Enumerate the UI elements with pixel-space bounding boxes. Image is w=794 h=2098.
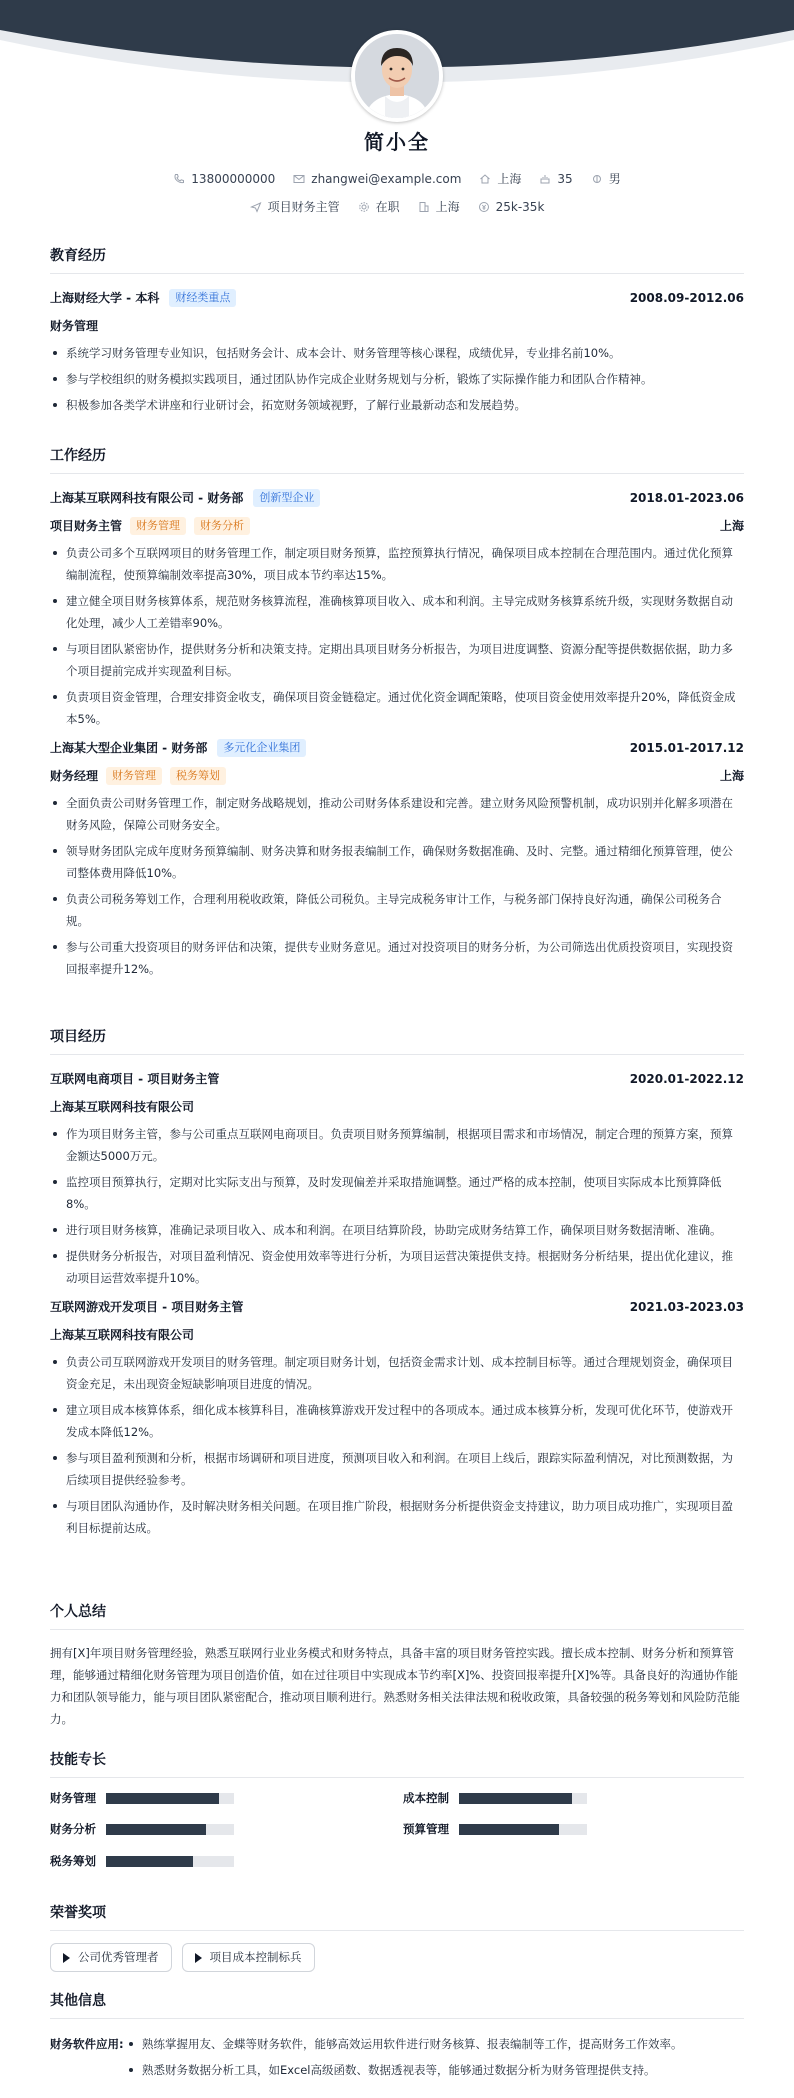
status-item [358,198,400,216]
project-company-row [50,1323,744,1347]
avatar [351,30,443,122]
section-title: 其他信息 [50,1991,744,2019]
section-title: 荣誉奖项 [50,1903,744,1931]
list-item: 领导财务团队完成年度财务预算编制、财务决算和财务报表编制工作，确保财务数据准确、及时、完整。通过精细化预算管理，使公司整体费用降低10%。 [50,840,744,884]
role-title: 项目财务主管 [50,519,123,533]
skill-fill [106,1824,206,1835]
role-tag: 财务管理 [106,767,162,786]
skill-item [50,1821,403,1838]
work-date: 2015.01-2017.12 [629,741,744,755]
project-entry-head [50,1295,744,1319]
summary-section [50,1602,744,1730]
award-chip[interactable] [50,1943,172,1972]
project-date: 2020.01-2022.12 [629,1072,744,1086]
list-item: 熟悉财务数据分析工具，如Excel高级函数、数据透视表等，能够通过数据分析为财务管理提供支持。 [126,2057,744,2083]
project-name: 互联网电商项目 - 项目财务主管 [50,1072,220,1086]
candidate-name: 简小全 [364,130,430,154]
email-item [293,170,461,188]
work-location: 上海 [719,519,744,533]
skill-name: 成本控制 [403,1791,449,1805]
list-item: 建立项目成本核算体系，细化成本核算科目，准确核算游戏开发过程中的各项成本。通过成本核算分析，发现可优化环节，使游戏开发成本降低12%。 [50,1399,744,1443]
other-section [50,1991,744,2083]
list-item: 负责公司互联网游戏开发项目的财务管理。制定项目财务计划，包括资金需求计划、成本控制目标等。通过合理规划资金，确保项目资金充足，未出现资金短缺影响项目进度的情况。 [50,1351,744,1395]
send-icon [250,201,262,213]
skill-item [50,1853,403,1870]
skill-name: 财务分析 [50,1822,96,1837]
work-location: 上海 [719,769,744,783]
other-info-row [50,2031,744,2083]
list-item: 与项目团队沟通协作，及时解决财务相关问题。在项目推广阶段，根据财务分析提供资金支持建议，助力项目成功推广，实现项目盈利目标提前达成。 [50,1495,744,1539]
skill-bar [106,1793,234,1804]
list-item: 提供财务分析报告，对项目盈利情况、资金使用效率等进行分析，为项目运营决策提供支持。根据财务分析结果，提出优化建议，推动项目运营效率提升10%。 [50,1245,744,1289]
list-item: 负责项目资金管理，合理安排资金收支，确保项目资金链稳定。通过优化资金调配策略，使项目资金使用效率提升20%，降低资金成本5%。 [50,686,744,730]
education-bullets [50,342,744,416]
gender-text: 男 [608,172,621,186]
money-icon [478,201,490,213]
job-intent-row [0,198,794,216]
play-icon [63,1953,70,1963]
list-item: 负责公司税务筹划工作，合理利用税收政策，降低公司税负。主导完成税务审计工作，与税务部门保持良好沟通，确保公司税务合规。 [50,888,744,932]
list-item: 监控项目预算执行，定期对比实际支出与预算，及时发现偏差并采取措施调整。通过严格的成本控制，使项目实际成本比预算降低8%。 [50,1171,744,1215]
other-bullets [126,2031,744,2083]
work-bullets [50,542,744,730]
section-title: 个人总结 [50,1602,744,1630]
project-company: 上海某互联网科技有限公司 [50,1100,195,1114]
major: 财务管理 [50,319,99,333]
skill-fill [106,1793,219,1804]
other-label: 财务软件应用: [50,2037,124,2051]
role-tag: 财务分析 [194,517,250,536]
skill-item [403,1821,744,1838]
list-item: 熟练掌握用友、金蝶等财务软件，能够高效运用软件进行财务核算、报表编制等工作，提高财务工作效率。 [126,2031,744,2057]
salary-item [478,198,545,216]
work-date: 2018.01-2023.06 [629,491,744,505]
age-item [539,170,572,188]
role-title: 财务经理 [50,769,99,783]
position-text: 项目财务主管 [267,200,340,214]
list-item: 积极参加各类学术讲座和行业研讨会，拓宽财务领域视野，了解行业最新动态和发展趋势。 [50,394,744,416]
city-text: 上海 [497,172,522,186]
major-row [50,314,744,338]
phone-item [173,170,275,188]
awards-list [50,1943,744,1972]
profile-photo [355,34,439,118]
project-bullets [50,1351,744,1539]
phone-text: 13800000000 [191,172,276,186]
education-date: 2008.09-2012.06 [629,291,744,305]
project-company-row [50,1095,744,1119]
salary-text: 25k-35k [495,200,545,214]
status-text: 在职 [375,200,400,214]
skill-name: 财务管理 [50,1791,96,1805]
role-row [50,514,744,538]
project-name: 互联网游戏开发项目 - 项目财务主管 [50,1300,244,1314]
award-label: 公司优秀管理者 [78,1950,159,1964]
skill-name: 预算管理 [403,1822,449,1837]
email-text: zhangwei@example.com [311,172,462,186]
work-entry-head [50,486,744,510]
work-entry-head [50,736,744,760]
skill-bar [106,1856,234,1867]
award-label: 项目成本控制标兵 [209,1950,302,1964]
role-tag: 财务管理 [130,517,186,536]
role-row [50,764,744,788]
city-item [479,170,521,188]
role-tag: 税务筹划 [170,767,226,786]
company-name: 上海某互联网科技有限公司 - 财务部 [50,491,244,505]
skill-bar [459,1793,587,1804]
play-icon [195,1953,202,1963]
project-bullets [50,1123,744,1289]
contact-row [0,170,794,188]
list-item: 进行项目财务核算，准确记录项目收入、成本和利润。在项目结算阶段，协助完成财务结算工作，确保项目财务数据清晰、准确。 [50,1219,744,1241]
skill-name: 税务筹划 [50,1853,96,1868]
education-section [50,246,744,420]
home-icon [479,173,491,185]
section-title: 工作经历 [50,446,744,474]
project-date: 2021.03-2023.03 [629,1300,744,1314]
school-name: 上海财经大学 - 本科 [50,291,160,305]
age-text: 35 [557,172,573,186]
skill-fill [459,1824,559,1835]
award-chip[interactable] [182,1943,315,1972]
skills-section [50,1750,744,1870]
company-tag: 创新型企业 [253,489,320,508]
mail-icon [293,173,305,185]
school-tag: 财经类重点 [169,289,236,308]
list-item: 系统学习财务管理专业知识，包括财务会计、成本会计、财务管理等核心课程，成绩优异，专业排名前10%。 [50,342,744,364]
summary-text: 拥有[X]年项目财务管理经验，熟悉互联网行业业务模式和财务特点，具备丰富的项目财务管控实践。擅长成本控制、财务分析和预算管理，能够通过精细化财务管理为项目创造价值，如在过往项目中实现成本节约率[X]%、投资回报率提升[X]%等。具备良好的沟通协作能力和团队领导能力，能与项目团队紧密配合，推动项目顺利进行。熟悉财务相关法律法规和税收政策，具备较强的税务筹划和风险防范能力。 [50,1646,740,1726]
skill-fill [459,1793,572,1804]
skill-fill [106,1856,193,1867]
list-item: 与项目团队紧密协作，提供财务分析和决策支持。定期出具项目财务分析报告，为项目进度调整、资源分配等提供数据依据，助力多个项目提前完成并实现盈利目标。 [50,638,744,682]
gear-icon [358,201,370,213]
skill-item [403,1790,744,1807]
project-company: 上海某互联网科技有限公司 [50,1328,195,1342]
list-item: 全面负责公司财务管理工作，制定财务战略规划，推动公司财务体系建设和完善。建立财务风险预警机制，成功识别并化解多项潜在财务风险，保障公司财务安全。 [50,792,744,836]
target-city-item [418,198,460,216]
phone-icon [173,173,185,185]
gender-item [591,170,621,188]
target-city-text: 上海 [435,200,460,214]
list-item: 负责公司多个互联网项目的财务管理工作，制定项目财务预算，监控预算执行情况，确保项目成本控制在合理范围内。通过优化预算编制流程，使预算编制效率提高30%，项目成本节约率达15%。 [50,542,744,586]
skill-bar [459,1824,587,1835]
projects-section [50,1027,744,1543]
section-title: 教育经历 [50,246,744,274]
section-title: 技能专长 [50,1750,744,1778]
company-name: 上海某大型企业集团 - 财务部 [50,741,208,755]
company-tag: 多元化企业集团 [217,739,306,758]
education-entry-head [50,286,744,310]
list-item: 作为项目财务主管，参与公司重点互联网电商项目。负责项目财务预算编制，根据项目需求和市场情况，制定合理的预算方案，预算金额达5000万元。 [50,1123,744,1167]
building-icon [418,201,430,213]
list-item: 参与学校组织的财务模拟实践项目，通过团队协作完成企业财务规划与分析，锻炼了实际操作能力和团队合作精神。 [50,368,744,390]
gender-icon [591,173,603,185]
skills-grid [50,1790,744,1870]
list-item: 参与公司重大投资项目的财务评估和决策，提供专业财务意见。通过对投资项目的财务分析，为公司筛选出优质投资项目，实现投资回报率提升12%。 [50,936,744,980]
project-entry-head [50,1067,744,1091]
skill-item [50,1790,403,1807]
skill-bar [106,1824,234,1835]
position-item [250,198,340,216]
work-section [50,446,744,984]
work-bullets [50,792,744,980]
cake-icon [539,173,551,185]
awards-section [50,1903,744,1972]
list-item: 建立健全项目财务核算体系，规范财务核算流程，准确核算项目收入、成本和利润。主导完成财务核算系统升级，实现财务数据自动化处理，减少人工差错率90%。 [50,590,744,634]
section-title: 项目经历 [50,1027,744,1055]
list-item: 参与项目盈利预测和分析，根据市场调研和项目进度，预测项目收入和利润。在项目上线后，跟踪实际盈利情况，对比预测数据，为后续项目提供经验参考。 [50,1447,744,1491]
